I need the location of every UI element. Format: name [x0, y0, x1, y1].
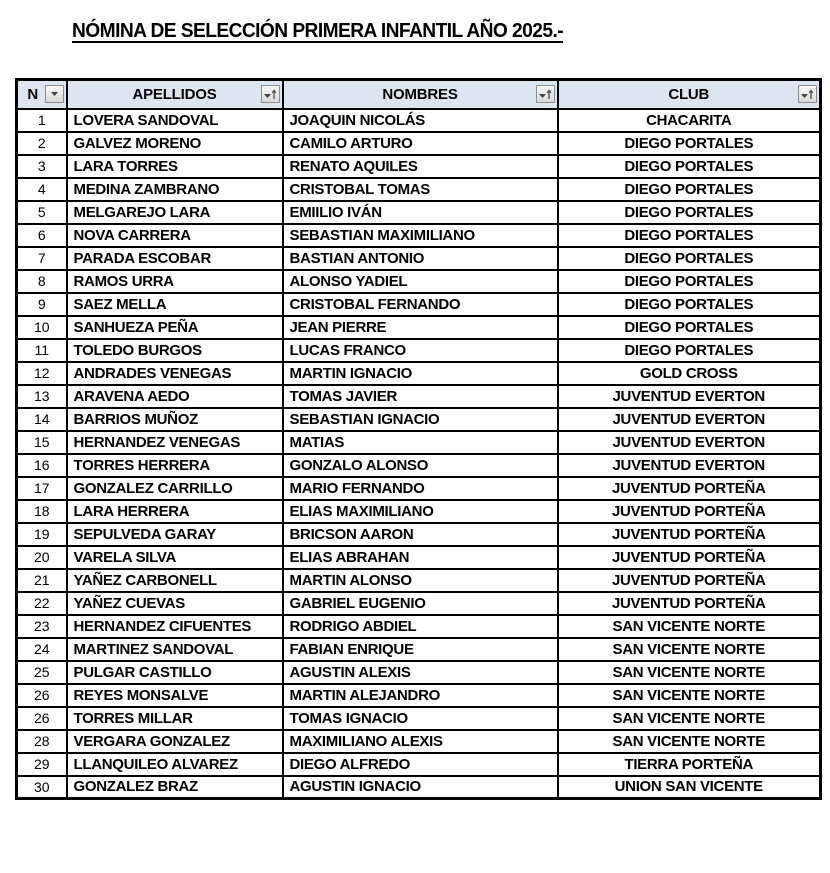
column-header-n — [17, 80, 67, 109]
cell-apellidos: YAÑEZ CARBONELL — [67, 569, 283, 592]
cell-apellidos: VERGARA GONZALEZ — [67, 730, 283, 753]
cell-apellidos: RAMOS URRA — [67, 270, 283, 293]
cell-nombres: RENATO AQUILES — [283, 155, 558, 178]
table-row — [17, 316, 821, 339]
table-row — [17, 155, 821, 178]
table-row — [17, 270, 821, 293]
cell-apellidos: ANDRADES VENEGAS — [67, 362, 283, 385]
cell-nombres: JEAN PIERRE — [283, 316, 558, 339]
cell-nombres: SEBASTIAN IGNACIO — [283, 408, 558, 431]
table-row — [17, 546, 821, 569]
cell-n: 19 — [17, 523, 67, 546]
cell-n: 8 — [17, 270, 67, 293]
cell-club: SAN VICENTE NORTE — [558, 615, 821, 638]
cell-nombres: MARTIN ALONSO — [283, 569, 558, 592]
cell-n: 14 — [17, 408, 67, 431]
cell-n: 20 — [17, 546, 67, 569]
cell-apellidos: HERNANDEZ VENEGAS — [67, 431, 283, 454]
cell-n: 12 — [17, 362, 67, 385]
filter-sorted-asc-icon[interactable] — [798, 85, 817, 103]
cell-club: JUVENTUD PORTEÑA — [558, 500, 821, 523]
cell-nombres: BASTIAN ANTONIO — [283, 247, 558, 270]
cell-apellidos: LOVERA SANDOVAL — [67, 109, 283, 132]
table-row — [17, 707, 821, 730]
cell-club: JUVENTUD PORTEÑA — [558, 592, 821, 615]
cell-n: 24 — [17, 638, 67, 661]
cell-nombres: CAMILO ARTURO — [283, 132, 558, 155]
cell-apellidos: REYES MONSALVE — [67, 684, 283, 707]
cell-club: DIEGO PORTALES — [558, 316, 821, 339]
cell-club: JUVENTUD PORTEÑA — [558, 546, 821, 569]
cell-n: 21 — [17, 569, 67, 592]
cell-nombres: TOMAS JAVIER — [283, 385, 558, 408]
table-row — [17, 109, 821, 132]
cell-apellidos: LARA HERRERA — [67, 500, 283, 523]
cell-nombres: CRISTOBAL TOMAS — [283, 178, 558, 201]
cell-club: TIERRA PORTEÑA — [558, 753, 821, 776]
cell-nombres: EMIILIO IVÁN — [283, 201, 558, 224]
cell-n: 1 — [17, 109, 67, 132]
cell-n: 16 — [17, 454, 67, 477]
cell-apellidos: GALVEZ MORENO — [67, 132, 283, 155]
cell-nombres: SEBASTIAN MAXIMILIANO — [283, 224, 558, 247]
cell-apellidos: TOLEDO BURGOS — [67, 339, 283, 362]
cell-club: SAN VICENTE NORTE — [558, 661, 821, 684]
cell-nombres: LUCAS FRANCO — [283, 339, 558, 362]
cell-club: DIEGO PORTALES — [558, 224, 821, 247]
cell-club: DIEGO PORTALES — [558, 178, 821, 201]
table-row — [17, 385, 821, 408]
cell-n: 4 — [17, 178, 67, 201]
cell-n: 28 — [17, 730, 67, 753]
table-row — [17, 661, 821, 684]
table-row — [17, 638, 821, 661]
cell-apellidos: TORRES HERRERA — [67, 454, 283, 477]
cell-club: JUVENTUD EVERTON — [558, 431, 821, 454]
cell-apellidos: GONZALEZ CARRILLO — [67, 477, 283, 500]
cell-n: 17 — [17, 477, 67, 500]
table-row — [17, 293, 821, 316]
cell-apellidos: SAEZ MELLA — [67, 293, 283, 316]
cell-club: DIEGO PORTALES — [558, 201, 821, 224]
table-row — [17, 477, 821, 500]
cell-n: 3 — [17, 155, 67, 178]
cell-n: 18 — [17, 500, 67, 523]
cell-apellidos: MEDINA ZAMBRANO — [67, 178, 283, 201]
cell-club: JUVENTUD PORTEÑA — [558, 477, 821, 500]
cell-apellidos: TORRES MILLAR — [67, 707, 283, 730]
column-header-n-label: N — [27, 85, 39, 103]
cell-n: 22 — [17, 592, 67, 615]
cell-club: SAN VICENTE NORTE — [558, 684, 821, 707]
filter-dropdown-icon[interactable] — [45, 85, 64, 103]
cell-n: 7 — [17, 247, 67, 270]
page-title: NÓMINA DE SELECCIÓN PRIMERA INFANTIL AÑO 2025.- — [72, 20, 564, 42]
cell-nombres: CRISTOBAL FERNANDO — [283, 293, 558, 316]
table-row — [17, 201, 821, 224]
roster-table — [15, 78, 822, 800]
cell-club: SAN VICENTE NORTE — [558, 638, 821, 661]
cell-club: DIEGO PORTALES — [558, 339, 821, 362]
cell-n: 25 — [17, 661, 67, 684]
cell-nombres: DIEGO ALFREDO — [283, 753, 558, 776]
cell-n: 6 — [17, 224, 67, 247]
table-row — [17, 730, 821, 753]
cell-nombres: TOMAS IGNACIO — [283, 707, 558, 730]
cell-nombres: JOAQUIN NICOLÁS — [283, 109, 558, 132]
cell-nombres: ALONSO YADIEL — [283, 270, 558, 293]
cell-club: DIEGO PORTALES — [558, 155, 821, 178]
column-header-apellidos-label: APELLIDOS — [132, 85, 217, 103]
cell-club: SAN VICENTE NORTE — [558, 707, 821, 730]
cell-apellidos: HERNANDEZ CIFUENTES — [67, 615, 283, 638]
table-row — [17, 247, 821, 270]
cell-club: GOLD CROSS — [558, 362, 821, 385]
column-header-nombres — [283, 80, 558, 109]
cell-nombres: AGUSTIN IGNACIO — [283, 776, 558, 799]
cell-apellidos: VARELA SILVA — [67, 546, 283, 569]
cell-nombres: MATIAS — [283, 431, 558, 454]
cell-club: CHACARITA — [558, 109, 821, 132]
table-row — [17, 592, 821, 615]
filter-sorted-asc-icon[interactable] — [261, 85, 280, 103]
table-row — [17, 339, 821, 362]
cell-apellidos: PULGAR CASTILLO — [67, 661, 283, 684]
table-row — [17, 408, 821, 431]
column-header-club-label: CLUB — [668, 85, 710, 103]
cell-apellidos: GONZALEZ BRAZ — [67, 776, 283, 799]
header-row — [17, 80, 821, 109]
table-row — [17, 569, 821, 592]
cell-n: 10 — [17, 316, 67, 339]
cell-apellidos: NOVA CARRERA — [67, 224, 283, 247]
column-header-nombres-label: NOMBRES — [382, 85, 458, 103]
table-row — [17, 753, 821, 776]
cell-apellidos: ARAVENA AEDO — [67, 385, 283, 408]
cell-apellidos: LLANQUILEO ALVAREZ — [67, 753, 283, 776]
cell-nombres: BRICSON AARON — [283, 523, 558, 546]
cell-nombres: FABIAN ENRIQUE — [283, 638, 558, 661]
table-row — [17, 615, 821, 638]
table-row — [17, 523, 821, 546]
table-row — [17, 224, 821, 247]
cell-nombres: ELIAS ABRAHAN — [283, 546, 558, 569]
cell-nombres: ELIAS MAXIMILIANO — [283, 500, 558, 523]
cell-apellidos: MELGAREJO LARA — [67, 201, 283, 224]
cell-club: JUVENTUD PORTEÑA — [558, 569, 821, 592]
column-header-apellidos — [67, 80, 283, 109]
cell-n: 5 — [17, 201, 67, 224]
cell-apellidos: SEPULVEDA GARAY — [67, 523, 283, 546]
cell-club: SAN VICENTE NORTE — [558, 730, 821, 753]
cell-apellidos: MARTINEZ SANDOVAL — [67, 638, 283, 661]
roster-table-container — [15, 78, 822, 800]
table-row — [17, 776, 821, 799]
cell-n: 15 — [17, 431, 67, 454]
cell-club: UNION SAN VICENTE — [558, 776, 821, 799]
cell-club: DIEGO PORTALES — [558, 132, 821, 155]
cell-nombres: RODRIGO ABDIEL — [283, 615, 558, 638]
cell-n: 29 — [17, 753, 67, 776]
cell-n: 13 — [17, 385, 67, 408]
cell-n: 2 — [17, 132, 67, 155]
cell-nombres: MARTIN ALEJANDRO — [283, 684, 558, 707]
cell-nombres: GABRIEL EUGENIO — [283, 592, 558, 615]
table-row — [17, 132, 821, 155]
table-row — [17, 431, 821, 454]
cell-nombres: MARIO FERNANDO — [283, 477, 558, 500]
cell-club: JUVENTUD EVERTON — [558, 454, 821, 477]
cell-apellidos: PARADA ESCOBAR — [67, 247, 283, 270]
cell-nombres: GONZALO ALONSO — [283, 454, 558, 477]
cell-nombres: MARTIN IGNACIO — [283, 362, 558, 385]
cell-club: DIEGO PORTALES — [558, 293, 821, 316]
cell-apellidos: YAÑEZ CUEVAS — [67, 592, 283, 615]
cell-n: 23 — [17, 615, 67, 638]
cell-apellidos: BARRIOS MUÑOZ — [67, 408, 283, 431]
table-row — [17, 500, 821, 523]
cell-club: JUVENTUD EVERTON — [558, 385, 821, 408]
cell-apellidos: LARA TORRES — [67, 155, 283, 178]
cell-club: JUVENTUD PORTEÑA — [558, 523, 821, 546]
table-row — [17, 684, 821, 707]
cell-n: 26 — [17, 684, 67, 707]
cell-nombres: AGUSTIN ALEXIS — [283, 661, 558, 684]
column-header-club — [558, 80, 821, 109]
cell-n: 11 — [17, 339, 67, 362]
cell-club: DIEGO PORTALES — [558, 247, 821, 270]
cell-club: JUVENTUD EVERTON — [558, 408, 821, 431]
cell-club: DIEGO PORTALES — [558, 270, 821, 293]
table-row — [17, 178, 821, 201]
cell-n: 26 — [17, 707, 67, 730]
cell-n: 30 — [17, 776, 67, 799]
cell-apellidos: SANHUEZA PEÑA — [67, 316, 283, 339]
table-row — [17, 362, 821, 385]
table-row — [17, 454, 821, 477]
filter-sorted-asc-icon[interactable] — [536, 85, 555, 103]
cell-nombres: MAXIMILIANO ALEXIS — [283, 730, 558, 753]
cell-n: 9 — [17, 293, 67, 316]
